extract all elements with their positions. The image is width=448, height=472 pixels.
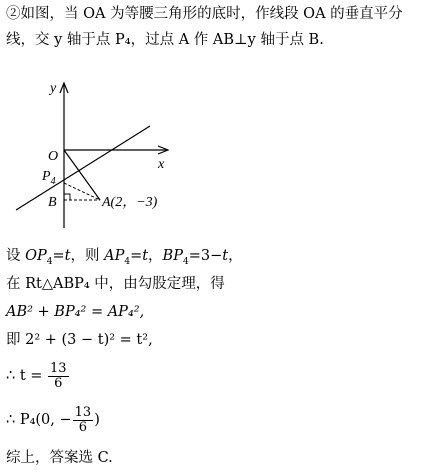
sub-4: 4 [182,256,189,267]
sub-4: 4 [124,256,131,267]
solution-line-3: AB² + BP₄² = AP₄², [6,304,145,320]
term-op: OP [25,248,47,264]
solution-line-1 [6,246,243,272]
right-angle-mark [64,194,70,200]
fraction-13-6 [48,362,69,391]
therefore-p4: ∴ P₄(0, − [6,412,72,428]
equals: = [130,248,143,264]
intro-line-2: 线，交 y 轴于点 P₄，过点 A 作 AB⊥y 轴于点 B. [6,32,324,48]
equals: = [52,248,65,264]
var-t: t [222,248,229,264]
solution-line-2: 在 Rt△ABP₄ 中，由勾股定理，得 [6,276,225,292]
segment-oa [64,150,100,200]
text-then: ，则 [70,248,105,264]
comma: ， [148,248,163,264]
solution-line-5 [6,360,70,392]
numerator: 13 [74,404,92,420]
var-t: t [64,248,71,264]
solution-line-7: 综上，答案选 C. [6,450,113,466]
fraction-13-6 [73,406,94,435]
term-ap: AP [104,248,125,264]
denominator: 6 [54,375,63,391]
close-paren: ) [94,412,100,428]
solution-line-4: 即 2² + (3 − t)² = t², [6,332,153,348]
var-t: t [142,248,149,264]
solution-line-6 [6,404,100,436]
point-b-label: B [48,195,57,210]
therefore-t: ∴ t = [6,368,43,384]
numerator: 13 [50,360,67,376]
comma: ， [228,248,243,264]
text-let: 设 [6,248,26,264]
sub-4: 4 [46,256,53,267]
equals-three-minus: =3− [188,248,223,264]
intro-line-1: ②如图，当 OA 为等腰三角形的底时，作线段 OA 的垂直平分 [6,6,403,22]
point-p4-label: $P_4$ [42,169,56,187]
point-a-label: A(2，−3) [102,195,158,210]
origin-label: O [48,149,59,164]
x-axis-label: x [158,157,165,172]
y-axis-label: y [50,81,57,96]
denominator: 6 [78,419,88,435]
term-bp: BP [162,248,183,264]
